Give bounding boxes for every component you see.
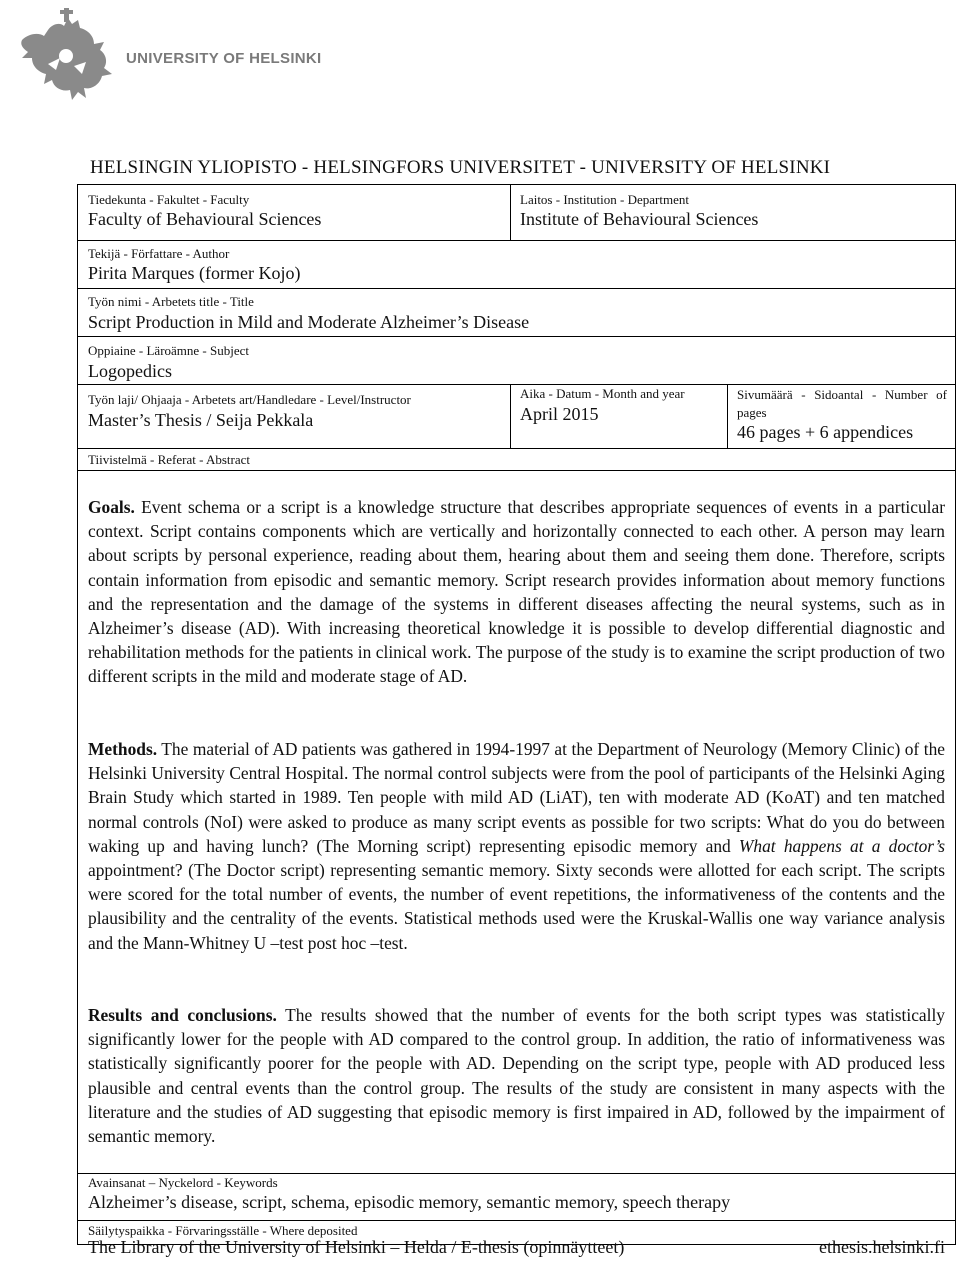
- faculty-value: Faculty of Behavioural Sciences: [88, 209, 322, 229]
- results-paragraph: [88, 1003, 945, 1148]
- row-divider: [78, 1173, 955, 1174]
- row-divider: [78, 288, 955, 289]
- date-label: Aika - Datum - Month and year: [520, 386, 685, 401]
- abstract-form: [77, 184, 956, 1257]
- results-text: The results showed that the number of events for the both script types was statistically significantly lower for the people with AD compared to the control group. In addition, the ratio of informativeness was statistically significantly poorer for the people with AD. Depending on the script type, people with AD produced less plausible and central events than the control group. The results of the study are consistent in many aspects with the literature and the studies of AD suggesting that episodic memory is first impaired in AD, followed by the impairment of semantic memory.: [88, 1005, 946, 1147]
- column-divider: [510, 185, 511, 240]
- row-divider: [78, 1220, 955, 1221]
- row-divider: [78, 384, 955, 385]
- faculty-label: Tiedekunta - Fakultet - Faculty: [88, 192, 250, 207]
- row-divider: [78, 470, 955, 471]
- subject-value: Logopedics: [88, 361, 172, 381]
- keywords-value: Alzheimer’s disease, script, schema, episodic memory, semantic memory, speech therapy: [88, 1192, 731, 1212]
- author-value: Pirita Marques (former Kojo): [88, 263, 301, 283]
- methods-heading: Methods.: [88, 739, 158, 759]
- helsinki-flame-logo-icon: [8, 8, 118, 103]
- abstract-label: Tiivistelmä - Referat - Abstract: [88, 452, 250, 467]
- methods-paragraph: [88, 737, 945, 955]
- university-logo: [8, 8, 528, 103]
- department-value: Institute of Behavioural Sciences: [520, 209, 759, 229]
- methods-text-2: appointment? (The Doctor script) representing semantic memory. Sixty seconds were allotted for each script. The scripts were scored for the total number of events, the number of event repetitions, the informativeness of the contents and the plausibility and the centrality of the events. Statistical methods used were the Kruskal-Wallis one way variance analysis and the Mann-Whitney U –test post hoc –test.: [88, 860, 945, 953]
- column-divider: [510, 384, 511, 448]
- author-label: Tekijä - Författare - Author: [88, 246, 230, 261]
- goals-text: Event schema or a script is a knowledge structure that describes appropriate sequences of events in a particular context. Script contains components which are vertically and horizontally connected to each other. A person may learn about scripts by personal experience, reading about them, hearing about them and seeing them done. Therefore, scripts contain information from episodic and semantic memory. Script research provides information about memory functions and the representation and the damage of the systems in different diseases affecting the neural systems, such as in Alzheimer’s disease (AD). With increasing theoretical knowledge it is possible to develop differential diagnostic and rehabilitation methods for the patients in clinical work. The purpose of the study is to examine the script production of two different scripts in the mild and moderate stage of AD.: [88, 497, 945, 687]
- deposit-value: The Library of the University of Helsinki – Helda / E-thesis (opinnäytteet): [88, 1237, 625, 1257]
- results-heading: Results and conclusions.: [88, 1005, 277, 1025]
- abstract-body: [88, 495, 945, 689]
- goals-paragraph: [88, 495, 945, 689]
- university-header: HELSINGIN YLIOPISTO - HELSINGFORS UNIVERSITET - UNIVERSITY OF HELSINKI: [90, 157, 831, 178]
- methods-italic-text: What happens at a doctor’s: [738, 835, 945, 856]
- logo-wordmark: UNIVERSITY OF HELSINKI: [126, 50, 322, 67]
- date-value: April 2015: [520, 404, 599, 424]
- department-label: Laitos - Institution - Department: [520, 192, 689, 207]
- level-label: Työn laji/ Ohjaaja - Arbetets art/Handledare - Level/Instructor: [88, 392, 411, 407]
- row-divider: [78, 336, 955, 337]
- pages-value: 46 pages + 6 appendices: [737, 422, 914, 442]
- row-divider: [78, 240, 955, 241]
- keywords-label: Avainsanat – Nyckelord - Keywords: [88, 1175, 278, 1190]
- goals-heading: Goals.: [88, 497, 135, 517]
- title-label: Työn nimi - Arbetets title - Title: [88, 294, 254, 309]
- deposit-label: Säilytyspaikka - Förvaringsställe - Where deposited: [88, 1223, 358, 1238]
- thesis-title-value: Script Production in Mild and Moderate Alzheimer’s Disease: [88, 312, 530, 332]
- row-divider: [78, 448, 955, 449]
- deposit-url[interactable]: ethesis.helsinki.fi: [819, 1237, 945, 1257]
- abstract-body: [88, 1003, 945, 1148]
- abstract-body: [88, 737, 945, 955]
- pages-label: Sivumäärä - Sidoantal - Number of pages: [737, 387, 947, 420]
- column-divider: [727, 384, 728, 448]
- methods-text-1: The material of AD patients was gathered in 1994-1997 at the Department of Neurology (Memory Clinic) of the Helsinki University Central Hospital. The normal control subjects were from the pool of participants of the Helsinki Aging Brain Study which started in 1989. Ten people with mild AD (LiAT), ten with moderate AD (KoAT) and ten matched normal controls (NoI) were asked to produce as many script events as possible for two scripts: What do you do between waking up and having lunch? (The Morning script) representing episodic memory and: [88, 739, 945, 856]
- level-value: Master’s Thesis / Seija Pekkala: [88, 410, 314, 430]
- subject-label: Oppiaine - Läroämne - Subject: [88, 343, 249, 358]
